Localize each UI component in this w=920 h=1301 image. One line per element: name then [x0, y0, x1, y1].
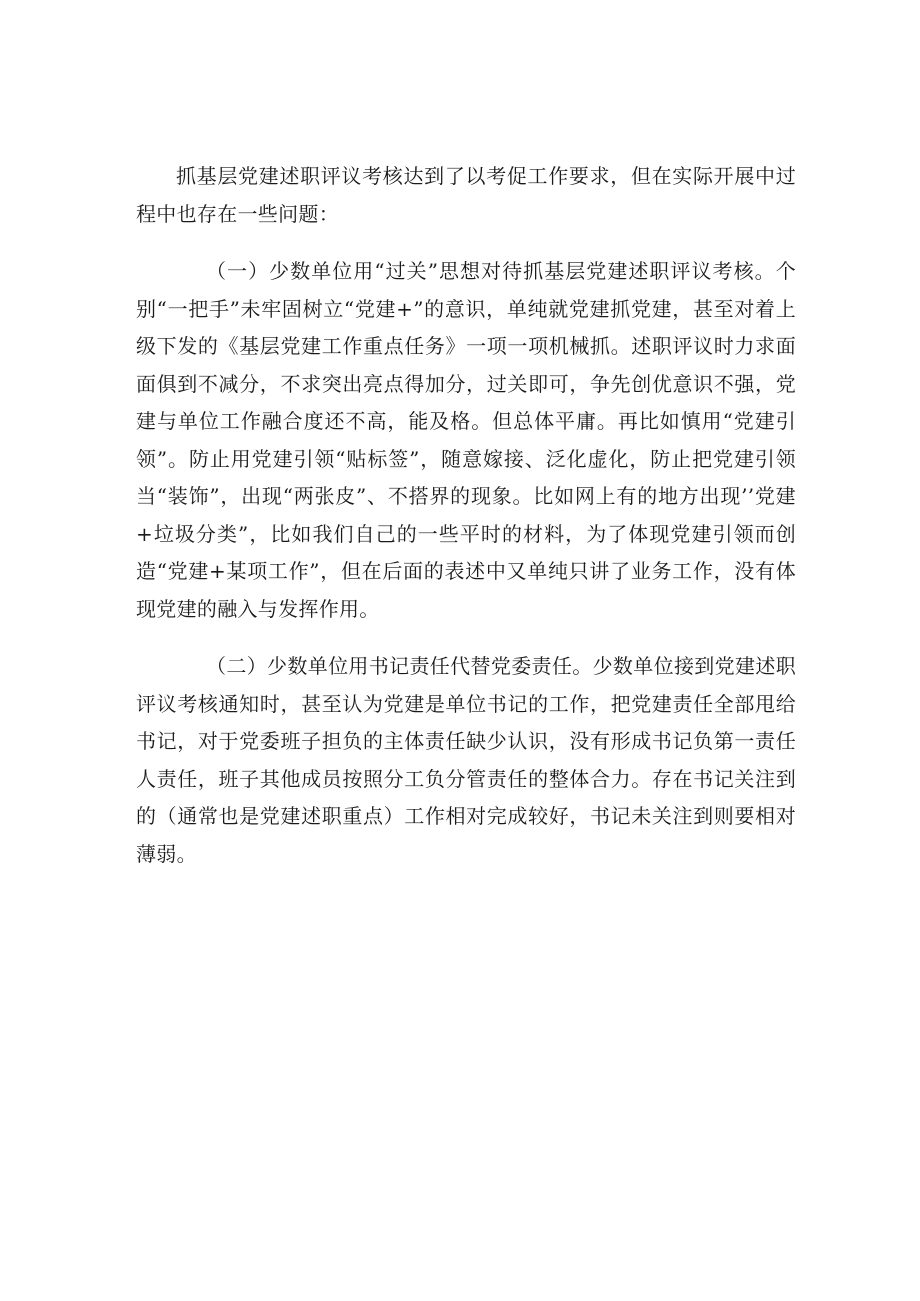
issue-two-paragraph: （二）少数单位用书记责任代替党委责任。少数单位接到党建述职评议考核通知时，甚至认为党建是单位书记的工作，把党建责任全部甩给书记，对于党委班子担负的主体责任缺少认识，没有形成书记负第一责任人责任，班子其他成员按照分工负分管责任的整体合力。存在书记关注到的（通常也是党建述职重点）工作相对完成较好，书记未关注到则要相对薄弱。	[136, 654, 796, 866]
issue-one-paragraph: （一）少数单位用“过关”思想对待抓基层党建述职评议考核。个别“一把手”未牢固树立“党建+”的意识，单纯就党建抓党建，甚至对着上级下发的《基层党建工作重点任务》一项一项机械抓。述职评议时力求面面俱到不减分，不求突出亮点得加分，过关即可，争先创优意识不强，党建与单位工作融合度还不高，能及格。但总体平庸。再比如慎用“党建引领”。防止用党建引领“贴标签”，随意嫁接、泛化虚化，防止把党建引领当“装饰”，出现“两张皮”、不搭界的现象。比如网上有的地方出现’’党建+垃圾分类”，比如我们自己的一些平时的材料，为了体现党建引领而创造“党建+某项工作”，但在后面的表述中又单纯只讲了业务工作，没有体现党建的融入与发挥作用。	[136, 259, 796, 621]
intro-paragraph: 抓基层党建述职评议考核达到了以考促工作要求，但在实际开展中过程中也存在一些问题：	[136, 164, 796, 226]
document-body	[136, 158, 796, 873]
